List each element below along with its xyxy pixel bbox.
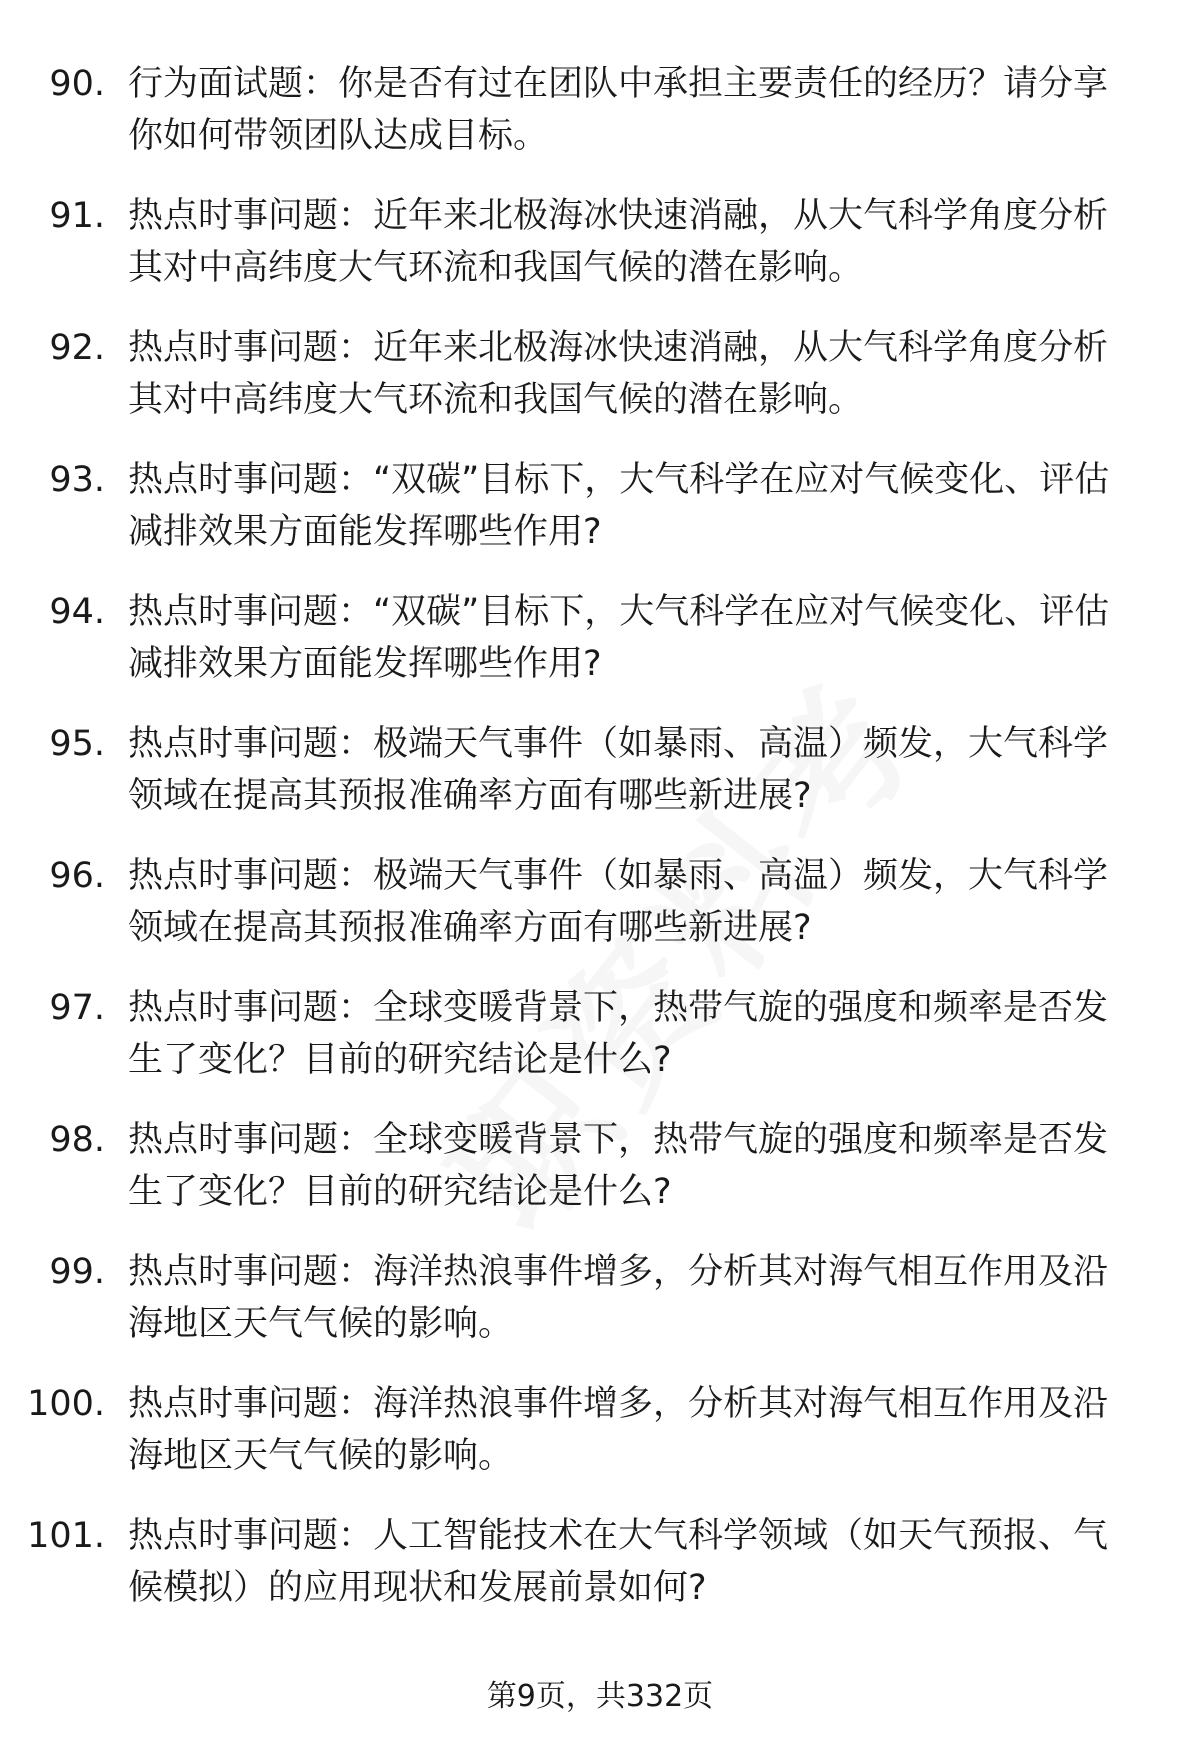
page-number-label: 第9页，共332页 — [486, 1679, 714, 1714]
question-text: 热点时事问题：极端天气事件（如暴雨、高温）频发，大气科学领域在提高其预报准确率方面有哪些新进展? — [128, 724, 1109, 816]
question-text: 热点时事问题：人工智能技术在大气科学领域（如天气预报、气候模拟）的应用现状和发展前景如何? — [128, 1516, 1109, 1608]
question-text: 热点时事问题：近年来北极海冰快速消融，从大气科学角度分析其对中高纬度大气环流和我国气候的潜在影响。 — [128, 328, 1109, 420]
list-item — [0, 1114, 1200, 1246]
list-item — [0, 718, 1200, 850]
page-footer — [0, 1677, 1200, 1717]
list-item — [0, 322, 1200, 454]
list-item — [0, 1378, 1200, 1510]
question-number: 95. — [49, 724, 105, 764]
list-item — [0, 190, 1200, 322]
question-number: 99. — [49, 1252, 105, 1292]
list-item — [0, 1510, 1200, 1642]
list-item — [0, 850, 1200, 982]
question-text: 热点时事问题：“双碳”目标下，大气科学在应对气候变化、评估减排效果方面能发挥哪些作用? — [128, 460, 1110, 552]
question-list — [0, 58, 1200, 1642]
list-item — [0, 1246, 1200, 1378]
question-text: 热点时事问题：“双碳”目标下，大气科学在应对气候变化、评估减排效果方面能发挥哪些作用? — [128, 592, 1110, 684]
question-number: 96. — [49, 856, 105, 896]
question-number: 93. — [49, 460, 105, 500]
list-item — [0, 982, 1200, 1114]
list-item — [0, 586, 1200, 718]
question-number: 92. — [49, 328, 105, 368]
question-number: 98. — [49, 1120, 105, 1160]
question-number: 90. — [49, 64, 105, 104]
question-number: 91. — [49, 196, 105, 236]
list-item — [0, 58, 1200, 190]
question-number: 94. — [49, 592, 105, 632]
question-text: 热点时事问题：全球变暖背景下，热带气旋的强度和频率是否发生了变化？目前的研究结论是什么? — [128, 988, 1109, 1080]
question-text: 热点时事问题：全球变暖背景下，热带气旋的强度和频率是否发生了变化？目前的研究结论是什么? — [128, 1120, 1109, 1212]
question-text: 热点时事问题：海洋热浪事件增多，分析其对海气相互作用及沿海地区天气气候的影响。 — [128, 1252, 1109, 1344]
question-number: 97. — [49, 988, 105, 1028]
question-text: 热点时事问题：海洋热浪事件增多，分析其对海气相互作用及沿海地区天气气候的影响。 — [128, 1384, 1109, 1476]
question-number: 101. — [27, 1516, 105, 1556]
list-item — [0, 454, 1200, 586]
question-text: 热点时事问题：近年来北极海冰快速消融，从大气科学角度分析其对中高纬度大气环流和我国气候的潜在影响。 — [128, 196, 1109, 288]
question-number: 100. — [27, 1384, 105, 1424]
question-text: 行为面试题：你是否有过在团队中承担主要责任的经历？请分享你如何带领团队达成目标。 — [128, 64, 1109, 156]
question-text: 热点时事问题：极端天气事件（如暴雨、高温）频发，大气科学领域在提高其预报准确率方面有哪些新进展? — [128, 856, 1109, 948]
